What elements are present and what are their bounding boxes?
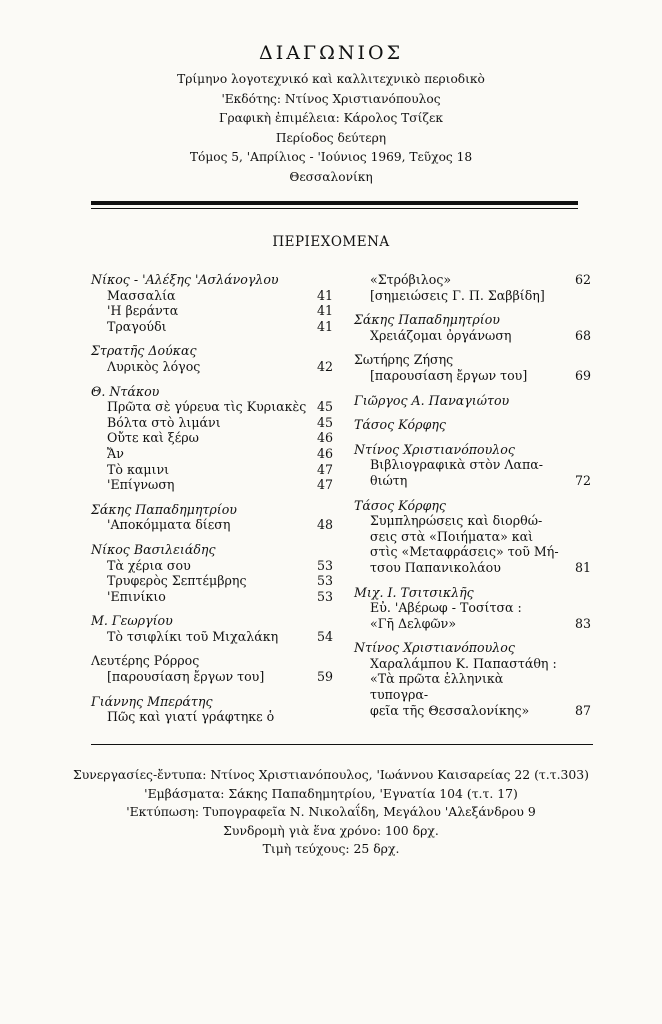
entry-item: [91, 558, 333, 574]
entry-item: [354, 600, 591, 616]
entry-author: Νίκος - 'Αλέξης 'Ασλάνογλου: [91, 272, 279, 287]
entry-page: 48: [316, 517, 333, 533]
colophon-price: Τιμὴ τεύχους: 25 δρχ.: [262, 841, 400, 856]
entry-title: Τὰ χέρια σου: [107, 557, 191, 573]
entry-page: 54: [316, 628, 333, 644]
entry-page: 42: [316, 358, 333, 374]
entry-title: τσου Παπανικολάου: [370, 559, 501, 575]
contents-entry: [354, 417, 591, 433]
contents-entry: [91, 343, 333, 374]
colophon-subscription: Συνδρομὴ γιὰ ἕνα χρόνο: 100 δρχ.: [223, 822, 439, 838]
entry-title: Τὸ τσιφλίκι τοῦ Μιχαλάκη: [107, 628, 279, 644]
entry-item: [91, 399, 333, 415]
entry-page: 41: [316, 287, 333, 303]
entry-page: 83: [574, 615, 591, 631]
entry-item: [354, 457, 591, 473]
entry-item: [354, 560, 591, 576]
entry-page: [565, 529, 591, 545]
entry-title: [παρουσίαση ἔργων του]: [370, 367, 528, 383]
contents-entry: [91, 502, 333, 533]
entry-item: [91, 288, 333, 304]
entry-author: Ντίνος Χριστιανόπουλος: [354, 441, 515, 457]
contents-entry: [354, 442, 591, 489]
entry-title: Εὐ. 'Αβέρωφ - Τοσίτσα :: [370, 600, 522, 616]
entry-author: Σάκης Παπαδημητρίου: [354, 312, 500, 328]
entry-page: 47: [316, 461, 333, 477]
entry-title: Βόλτα στὸ λιμάνι: [107, 414, 221, 430]
entry-item: [354, 288, 591, 304]
colophon: [0, 766, 662, 859]
entry-title: στὶς «Μεταφράσεις» τοῦ Μή-: [370, 544, 559, 560]
entry-title: Βιβλιογραφικὰ στὸν Λαπα-: [370, 457, 543, 473]
city-line: Θεσσαλονίκη: [289, 169, 373, 184]
entry-item: [91, 319, 333, 335]
thick-rule: [91, 201, 578, 205]
period-line: Περίοδος δεύτερη: [275, 130, 387, 145]
entry-page: 53: [316, 588, 333, 604]
entry-title: Λυρικὸς λόγος: [107, 358, 201, 374]
contents-entry: [354, 498, 591, 576]
entry-page: [307, 709, 333, 725]
entry-title: Τὸ καμινι: [107, 461, 170, 477]
entry-title: «Γῆ Δελφῶν»: [370, 615, 457, 631]
entry-item: [91, 589, 333, 605]
entry-title: φεῖα τῆς Θεσσαλονίκης»: [370, 702, 530, 718]
entry-title: Πῶς καὶ γιατί γράφτηκε ὁ: [107, 709, 275, 725]
entry-page: [565, 544, 591, 560]
entry-page: [565, 671, 591, 702]
entry-item: [354, 616, 591, 632]
entry-author: Τάσος Κόρφης: [354, 497, 446, 513]
entry-page: [565, 457, 591, 473]
entry-item: [354, 529, 591, 545]
entry-title: «Στρόβιλος»: [370, 272, 452, 287]
entry-page: 68: [574, 327, 591, 343]
entry-title: 'Επινίκιο: [107, 588, 166, 604]
entry-item: [91, 573, 333, 589]
entry-item: [91, 709, 333, 725]
entry-page: 45: [316, 399, 333, 415]
contents-heading: ΠΕΡΙΕΧΟΜΕΝΑ: [272, 234, 390, 250]
entry-author: Τάσος Κόρφης: [354, 417, 446, 433]
entry-title: 'Αποκόμματα δίεση: [107, 517, 231, 533]
entry-title: Οὔτε καὶ ξέρω: [107, 430, 199, 446]
entry-page: 46: [316, 445, 333, 461]
entry-author: Γιάννης Μπεράτης: [91, 693, 213, 709]
contents-entry: [354, 352, 591, 383]
entry-item: [354, 544, 591, 560]
footer-rule: [91, 744, 593, 745]
entry-title: «Τὰ πρῶτα ἑλληνικὰ τυπογρα-: [370, 671, 504, 703]
entry-item: [91, 415, 333, 431]
entry-page: 45: [316, 414, 333, 430]
entry-title: Τρυφερὸς Σεπτέμβρης: [107, 573, 247, 589]
colophon-printing: 'Εκτύπωση: Τυπογραφεῖα Ν. Νικολαΐδη, Μεγάλου 'Αλεξάνδρου 9: [126, 804, 536, 819]
entry-title: 'Επίγνωση: [107, 477, 175, 493]
entry-page: [565, 656, 591, 672]
entry-author: Σωτήρης Ζήσης: [354, 352, 454, 368]
contents-right-column: [354, 272, 591, 727]
entry-author: Σάκης Παπαδημητρίου: [91, 501, 237, 517]
entry-page: 53: [316, 557, 333, 573]
entry-title: Πρῶτα σὲ γύρευα τὶς Κυριακὲς: [107, 399, 307, 415]
entry-item: [354, 473, 591, 489]
entry-title: σεις στὰ «Ποιήματα» καὶ: [370, 528, 534, 544]
publisher-line: 'Εκδότης: Ντίνος Χριστιανόπουλος: [221, 91, 441, 106]
entry-page: [565, 288, 591, 304]
entry-title: Χαραλάμπου Κ. Παπαστάθη :: [370, 655, 557, 671]
entry-item: [91, 430, 333, 446]
entry-page: [565, 600, 591, 616]
entry-author: Ντίνος Χριστιανόπουλος: [354, 640, 515, 656]
entry-item: [91, 669, 333, 685]
entry-item: [354, 656, 591, 672]
contents-entry: [354, 272, 591, 303]
entry-page: 87: [574, 702, 591, 718]
entry-title: [παρουσίαση ἔργων του]: [107, 669, 265, 685]
entry-title: θιώτη: [370, 472, 408, 488]
entry-title: Συμπληρώσεις καὶ διορθώ-: [370, 513, 543, 529]
entry-item: [354, 328, 591, 344]
entry-author: Μ. Γεωργίου: [91, 613, 173, 629]
contents-entry: [91, 542, 333, 604]
entry-title: Ἄν: [107, 445, 124, 461]
design-line: Γραφικὴ ἐπιμέλεια: Κάρολος Τσίζεκ: [219, 111, 443, 125]
entry-author: Στρατῆς Δούκας: [91, 343, 197, 359]
entry-item: [91, 446, 333, 462]
entry-author: Γιῶργος Α. Παναγιώτου: [354, 392, 510, 408]
contents-entry: [354, 585, 591, 632]
entry-item: [354, 368, 591, 384]
colophon-contributions: Συνεργασίες-ἔντυπα: Ντίνος Χριστιανόπουλος, 'Ιωάννου Καισαρείας 22 (τ.τ.303): [72, 767, 590, 782]
entry-title: [σημειώσεις Γ. Π. Σαββίδη]: [370, 287, 545, 303]
thin-rule: [91, 208, 578, 209]
entry-author: Θ. Ντάκου: [91, 383, 160, 399]
entry-page: 69: [574, 367, 591, 383]
entry-item: [91, 629, 333, 645]
contents-entry: [91, 653, 333, 684]
entry-item: [91, 477, 333, 493]
entry-item: [354, 671, 591, 702]
entry-page: 72: [574, 472, 591, 488]
contents-entry: [354, 640, 591, 718]
entry-page: 41: [316, 318, 333, 334]
contents-left-column: [91, 272, 333, 734]
entry-author: Μιχ. Ι. Τσιτσικλῆς: [354, 584, 474, 600]
entry-item: [91, 359, 333, 375]
entry-title: 'Η βεράντα: [107, 303, 179, 319]
entry-item: [354, 272, 591, 288]
masthead: [0, 42, 662, 187]
entry-title: Μασσαλία: [107, 287, 176, 303]
entry-page: 47: [316, 477, 333, 493]
entry-item: [91, 517, 333, 533]
entry-author: Νίκος Βασιλειάδης: [91, 541, 216, 557]
entry-page: 41: [316, 303, 333, 319]
contents-entry: [354, 312, 591, 343]
contents-entry: [91, 613, 333, 644]
entry-page: 59: [316, 669, 333, 685]
contents-entry: [91, 694, 333, 725]
journal-subtitle: Τρίμηνο λογοτεχνικό καὶ καλλιτεχνικὸ περιοδικὸ: [177, 72, 485, 86]
journal-title: ΔΙΑΓΩΝΙΟΣ: [258, 42, 404, 64]
entry-page: 62: [574, 272, 591, 287]
contents-entry: [354, 393, 591, 409]
contents-entry: [91, 272, 333, 334]
entry-title: Τραγούδι: [107, 318, 167, 334]
colophon-payments: 'Εμβάσματα: Σάκης Παπαδημητρίου, 'Εγνατία 104 (τ.τ. 17): [144, 785, 518, 801]
entry-item: [91, 303, 333, 319]
entry-page: [565, 513, 591, 529]
contents-entry: [91, 384, 333, 493]
entry-page: 81: [574, 559, 591, 575]
entry-item: [354, 513, 591, 529]
entry-author: Λευτέρης Ρόρρος: [91, 653, 200, 669]
entry-title: Χρειάζομαι ὀργάνωση: [370, 327, 512, 343]
entry-item: [354, 703, 591, 719]
issue-line: Τόμος 5, 'Απρίλιος - 'Ιούνιος 1969, Τεῦχος 18: [189, 150, 473, 164]
entry-page: 53: [316, 573, 333, 589]
entry-item: [91, 462, 333, 478]
entry-page: 46: [316, 430, 333, 446]
